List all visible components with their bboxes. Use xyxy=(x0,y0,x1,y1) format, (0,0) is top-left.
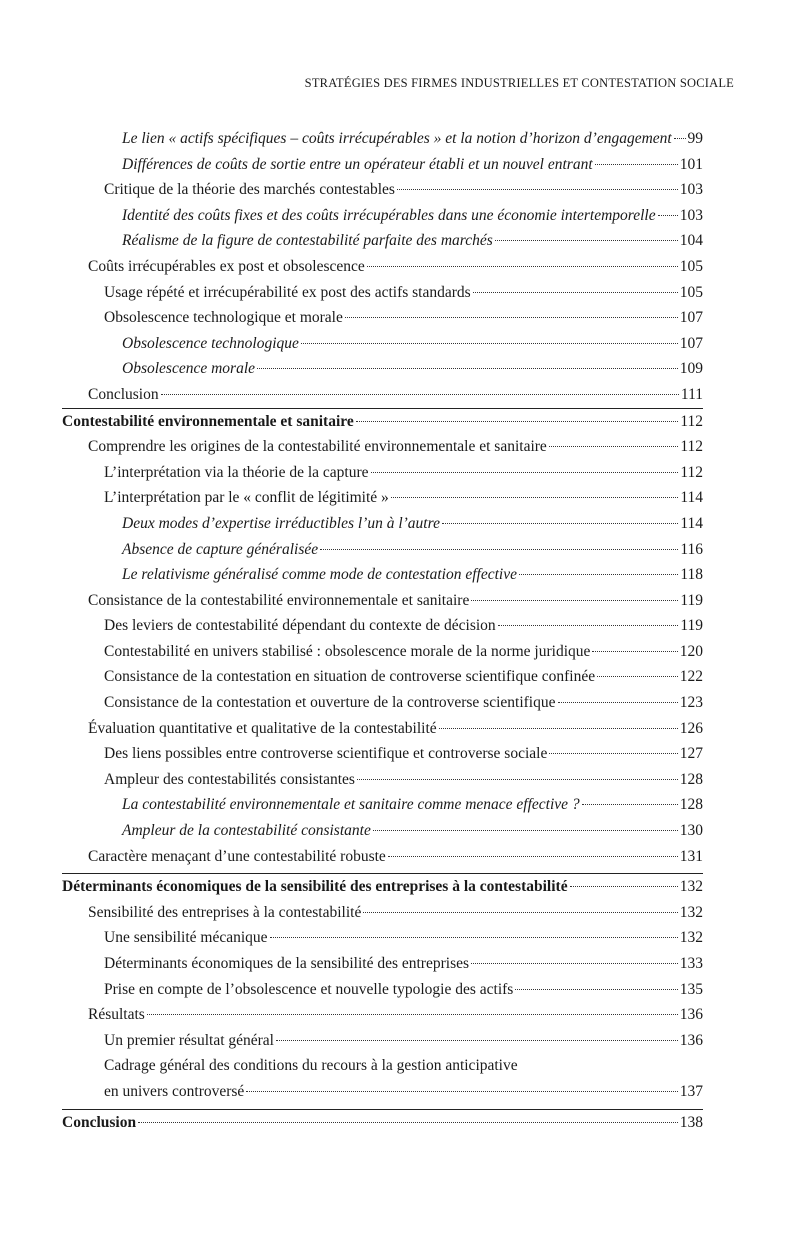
toc-entry-title: Consistance de la contestabilité environnementale et sanitaire xyxy=(88,591,470,609)
toc-entry-page: 99 xyxy=(687,130,703,147)
toc-entry xyxy=(62,305,703,331)
dot-leader xyxy=(345,317,678,318)
dot-leader xyxy=(473,292,678,293)
dot-leader xyxy=(270,937,678,938)
toc-entry-title: Comprendre les origines de la contestabilité environnementale et sanitaire xyxy=(88,438,547,456)
running-head: STRATÉGIES DES FIRMES INDUSTRIELLES ET CONTESTATION SOCIALE xyxy=(304,76,734,90)
dot-leader xyxy=(658,215,678,216)
dot-leader xyxy=(519,574,678,575)
dot-leader xyxy=(558,702,678,703)
dot-leader xyxy=(161,394,679,395)
toc-entry-page: 119 xyxy=(680,617,703,635)
toc-entry-page: 111 xyxy=(680,385,703,403)
toc-entry xyxy=(62,951,703,977)
toc-entry-title: Une sensibilité mécanique xyxy=(104,929,268,947)
toc-entry xyxy=(62,331,703,357)
toc-entry-page: 105 xyxy=(679,257,703,275)
toc-entry-title: Le lien « actifs spécifiques – coûts irrécupérables » et la notion d’horizon d’engagement xyxy=(122,130,672,147)
dot-leader xyxy=(570,886,678,887)
toc-entry-title: Obsolescence morale xyxy=(122,360,255,378)
toc-entry xyxy=(62,588,703,614)
toc-entry-title: Prise en compte de l’obsolescence et nouvelle typologie des actifs xyxy=(104,980,514,998)
toc-entry xyxy=(62,664,703,690)
toc-entry-title: Ampleur de la contestabilité consistante xyxy=(122,822,371,840)
dot-leader xyxy=(442,523,678,524)
dot-leader xyxy=(371,472,679,473)
toc-entry-page: 112 xyxy=(680,463,703,481)
toc-entry-page: 132 xyxy=(679,878,703,896)
dot-leader xyxy=(257,368,678,369)
toc-entry-page: 120 xyxy=(679,642,703,660)
dot-leader xyxy=(363,912,677,913)
toc-entry-page: 103 xyxy=(679,206,703,224)
toc-entry-page: 112 xyxy=(680,412,703,430)
toc-entry-title: Obsolescence technologique et morale xyxy=(104,309,343,327)
toc-entry xyxy=(62,434,703,460)
toc-entry-title: Conclusion xyxy=(62,1113,137,1131)
toc-entry-page: 135 xyxy=(679,980,703,998)
dot-leader xyxy=(356,421,679,422)
toc-entry-title: Différences de coûts de sortie entre un opérateur établi et un nouvel entrant xyxy=(122,155,593,173)
toc-entry xyxy=(62,925,703,951)
toc-entry xyxy=(62,1002,703,1028)
toc-entry xyxy=(62,716,703,742)
toc-entry-title: Contestabilité en univers stabilisé : obsolescence morale de la norme juridique xyxy=(104,642,591,660)
toc-entry-page: 107 xyxy=(679,309,703,327)
toc-entry-title: Évaluation quantitative et qualitative de la contestabilité xyxy=(88,719,437,737)
toc-entry-title: Sensibilité des entreprises à la contestabilité xyxy=(88,903,362,921)
toc-entry-page: 118 xyxy=(680,566,703,584)
dot-leader xyxy=(246,1091,677,1092)
toc-entry-line2 xyxy=(104,1079,703,1105)
dot-leader xyxy=(495,240,678,241)
dot-leader xyxy=(357,779,678,780)
toc-entry-page: 126 xyxy=(679,719,703,737)
toc-entry-page: 132 xyxy=(679,903,703,921)
dot-leader xyxy=(549,446,679,447)
toc-entry xyxy=(62,537,703,563)
toc-entry-title: Critique de la théorie des marchés contestables xyxy=(104,181,395,199)
toc-entry xyxy=(62,1053,703,1104)
toc-entry xyxy=(62,382,703,408)
toc-entry-title: Consistance de la contestation et ouverture de la controverse scientifique xyxy=(104,694,556,712)
toc-entry-page: 138 xyxy=(679,1113,703,1131)
dot-leader xyxy=(674,138,686,139)
toc-entry-page: 112 xyxy=(680,438,703,456)
dot-leader xyxy=(391,497,679,498)
toc-entry xyxy=(62,177,703,203)
dot-leader xyxy=(515,989,677,990)
toc-entry-page: 114 xyxy=(680,489,703,507)
toc-entry-page: 119 xyxy=(680,591,703,609)
toc-entry-title: Un premier résultat général xyxy=(104,1031,274,1049)
toc-entry-page: 101 xyxy=(679,155,703,173)
toc-entry-title: Caractère menaçant d’une contestabilité robuste xyxy=(88,847,386,865)
toc-entry-title: Déterminants économiques de la sensibilité des entreprises xyxy=(104,955,470,972)
toc-entry-page: 136 xyxy=(679,1031,703,1049)
toc-entry xyxy=(62,639,703,665)
table-of-contents xyxy=(62,126,703,1135)
toc-entry-page: 103 xyxy=(679,181,703,199)
toc-entry xyxy=(62,562,703,588)
toc-section-heading xyxy=(62,1109,703,1136)
toc-entry-title: Obsolescence technologique xyxy=(122,334,299,352)
toc-entry-title: L’interprétation par le « conflit de légitimité » xyxy=(104,489,389,507)
toc-entry-page: 109 xyxy=(679,360,703,378)
dot-leader xyxy=(138,1122,678,1123)
toc-entry-page: 136 xyxy=(679,1006,703,1024)
toc-entry-title: Contestabilité environnementale et sanitaire xyxy=(62,412,354,430)
dot-leader xyxy=(388,856,678,857)
toc-entry-title: Identité des coûts fixes et des coûts irrécupérables dans une économie intertemporelle xyxy=(122,206,656,224)
toc-entry-page: 122 xyxy=(679,668,703,686)
dot-leader xyxy=(301,343,678,344)
toc-entry-title: Deux modes d’expertise irréductibles l’un à l’autre xyxy=(122,514,440,532)
dot-leader xyxy=(549,753,677,754)
dot-leader xyxy=(592,651,677,652)
toc-entry-page: 137 xyxy=(679,1082,703,1100)
toc-entry xyxy=(62,792,703,818)
toc-entry-page: 105 xyxy=(679,283,703,301)
dot-leader xyxy=(367,266,678,267)
toc-entry xyxy=(62,741,703,767)
toc-entry-title: Déterminants économiques de la sensibilité des entreprises à la contestabilité xyxy=(62,878,568,896)
toc-entry-page: 130 xyxy=(679,822,703,840)
toc-entry-title: Résultats xyxy=(88,1006,145,1024)
toc-entry-title: Absence de capture généralisée xyxy=(122,540,319,558)
toc-entry xyxy=(62,767,703,793)
toc-entry-title: L’interprétation via la théorie de la capture xyxy=(104,463,369,481)
toc-entry-title: Des liens possibles entre controverse scientifique et controverse sociale xyxy=(104,745,548,763)
toc-entry xyxy=(62,977,703,1003)
toc-entry-page: 107 xyxy=(679,334,703,352)
toc-entry-page: 133 xyxy=(679,955,703,972)
toc-entry-title-line2: en univers controversé xyxy=(104,1082,245,1100)
dot-leader xyxy=(471,600,678,601)
dot-leader xyxy=(147,1014,678,1015)
toc-entry-page: 116 xyxy=(680,540,703,558)
toc-entry xyxy=(62,844,703,870)
dot-leader xyxy=(439,728,678,729)
dot-leader xyxy=(320,549,678,550)
toc-entry-title: Le relativisme généralisé comme mode de contestation effective xyxy=(122,566,517,584)
toc-entry-title: Ampleur des contestabilités consistantes xyxy=(104,770,355,788)
toc-entry-page: 104 xyxy=(679,232,703,250)
toc-entry xyxy=(62,485,703,511)
dot-leader xyxy=(276,1040,678,1041)
toc-entry-title: Usage répété et irrécupérabilité ex post des actifs standards xyxy=(104,283,471,301)
toc-entry xyxy=(62,900,703,926)
toc-entry xyxy=(62,203,703,229)
toc-entry xyxy=(62,460,703,486)
toc-section-heading xyxy=(62,408,703,435)
toc-entry-page: 131 xyxy=(679,847,703,865)
toc-section-heading xyxy=(62,873,703,900)
toc-entry-title: Coûts irrécupérables ex post et obsolescence xyxy=(88,257,365,275)
toc-entry-title: La contestabilité environnementale et sanitaire comme menace effective ? xyxy=(122,796,580,814)
toc-entry-page: 132 xyxy=(679,929,703,947)
toc-entry-page: 128 xyxy=(679,770,703,788)
dot-leader xyxy=(595,164,678,165)
toc-entry xyxy=(62,1028,703,1054)
toc-entry-title: Conclusion xyxy=(88,385,159,403)
toc-entry xyxy=(62,280,703,306)
toc-entry-title-line1: Cadrage général des conditions du recours à la gestion anticipative xyxy=(104,1057,518,1075)
toc-entry-page: 128 xyxy=(679,796,703,814)
toc-entry xyxy=(62,228,703,254)
toc-entry xyxy=(62,511,703,537)
toc-entry-title: Des leviers de contestabilité dépendant du contexte de décision xyxy=(104,617,496,635)
toc-entry xyxy=(62,356,703,382)
toc-entry-page: 114 xyxy=(680,514,703,532)
toc-entry xyxy=(62,152,703,178)
toc-entry-title: Réalisme de la figure de contestabilité parfaite des marchés xyxy=(122,232,493,250)
dot-leader xyxy=(597,676,678,677)
dot-leader xyxy=(397,189,678,190)
toc-entry xyxy=(62,254,703,280)
toc-entry xyxy=(62,126,703,152)
toc-entry xyxy=(62,818,703,844)
dot-leader xyxy=(498,625,679,626)
toc-entry xyxy=(62,613,703,639)
toc-entry-page: 127 xyxy=(679,745,703,763)
toc-entry-title: Consistance de la contestation en situation de controverse scientifique confinée xyxy=(104,668,596,686)
dot-leader xyxy=(582,804,678,805)
dot-leader xyxy=(471,963,678,964)
dot-leader xyxy=(373,830,678,831)
toc-entry xyxy=(62,690,703,716)
toc-entry-page: 123 xyxy=(679,694,703,712)
